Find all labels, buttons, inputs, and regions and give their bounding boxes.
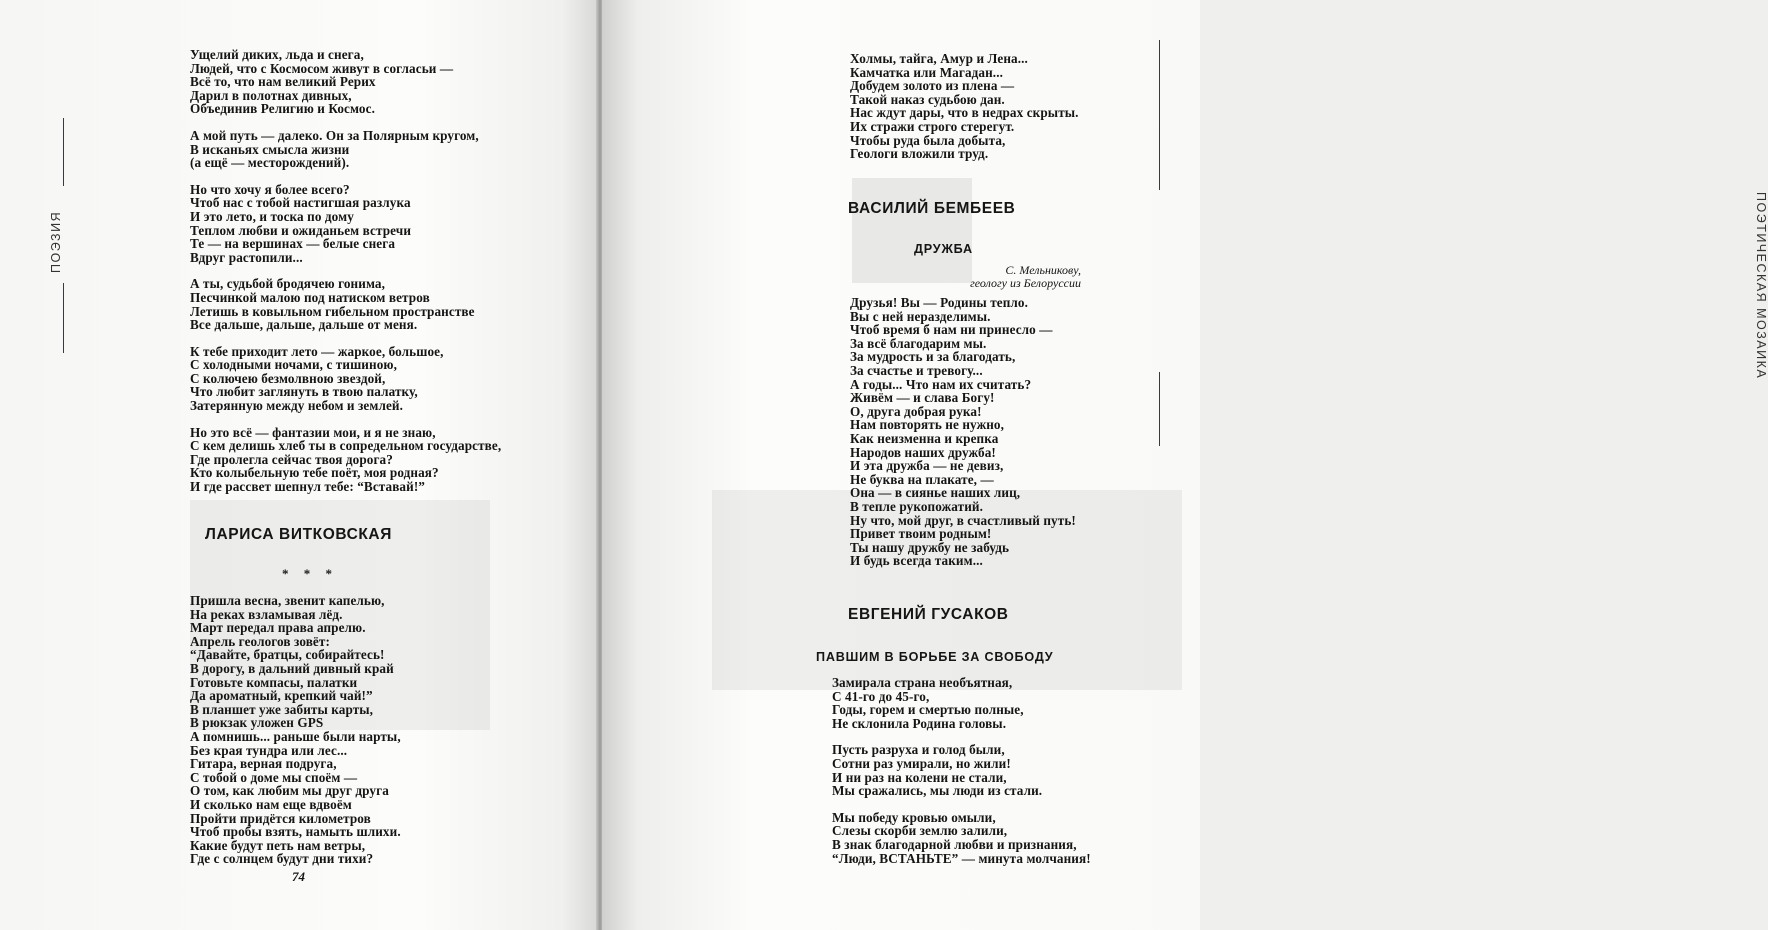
poem-line: Ущелий диких, льда и снега, (190, 47, 364, 62)
stanza (190, 129, 501, 170)
poem-line: Чтоб время б нам ни принесло — (850, 322, 1053, 338)
poem-line: И эта дружба — не девиз, (850, 458, 1004, 474)
poem-line: С колючею безмолвною звездой, (190, 370, 386, 386)
poem-line: Годы, горем и смертью полные, (832, 702, 1024, 718)
poem-line: Пройти придётся километров (190, 810, 371, 826)
poem-line: С тобой о доме мы споём — (190, 769, 358, 785)
poem-line: Такой наказ судьбою дан. (850, 91, 1005, 107)
poem-line: В знак благодарной любви и признания, (832, 836, 1077, 852)
right-page (602, 0, 1768, 930)
poem-line: Сотни раз умирали, но жили! (832, 755, 1011, 771)
stanza (190, 183, 501, 265)
poem-line: За счастье и тревогу... (850, 362, 983, 378)
poem-line: А мой путь — далеко. Он за Полярным кругом, (190, 127, 479, 143)
poem-line: Чтоб нас с тобой настигшая разлука (190, 195, 411, 211)
poem-line: И сколько нам еще вдвоём (190, 796, 352, 812)
poem-line: Привет твоим родным! (850, 526, 992, 542)
poem-line: Холмы, тайга, Амур и Лена... (850, 51, 1028, 66)
poem-line: Да ароматный, крепкий чай!” (190, 688, 373, 704)
poem-line: Где пролегла сейчас твоя дорога? (190, 451, 393, 467)
poem-line: Не буква на плакате, — (850, 471, 994, 487)
untitled-poem-stars: * * * (282, 566, 338, 581)
dedication-line: С. Мельникову, (1005, 263, 1081, 277)
side-rule-top (1159, 40, 1160, 190)
poem-line: Кто колыбельную тебе поёт, моя родная? (190, 465, 439, 481)
poem-line: Дарил в полотнах дивных, (190, 87, 352, 103)
poem-line: Замирала страна необъятная, (832, 675, 1013, 690)
poem-line: К тебе приходит лето — жаркое, большое, (190, 343, 444, 359)
poem-line: Слезы скорби землю залили, (832, 823, 1008, 839)
poem-line: Вдруг растопили... (190, 249, 303, 265)
poem-line: Чтоб пробы взять, намыть шлихи. (190, 824, 401, 840)
poem-line: Не склонила Родина головы. (832, 715, 1007, 731)
poem-line: С 41-го до 45-го, (832, 688, 930, 704)
poem-line: Их стражи строго стерегут. (850, 118, 1015, 134)
poem-line: С кем делишь хлеб ты в сопредельном государстве, (190, 438, 502, 454)
poem-line: И будь всегда таким... (850, 553, 983, 569)
poem-line: Как неизменна и крепка (850, 430, 999, 446)
poem-line: Те — на вершинах — белые снега (190, 236, 396, 252)
side-rule-bottom (1159, 372, 1160, 446)
poem-line: Пришла весна, звенит капелью, (190, 593, 385, 608)
stanza (190, 426, 501, 494)
stanza (190, 277, 501, 331)
poem-line: А помнишь... раньше были нарты, (190, 728, 401, 744)
poem-line: За мудрость и за благодать, (850, 349, 1016, 365)
poem-line: Друзья! Вы — Родины тепло. (850, 295, 1029, 310)
author-name: ЕВГЕНИЙ ГУСАКОВ (848, 606, 1009, 623)
stanza (190, 345, 501, 413)
section-label-poetry: ПОЭЗИЯ (49, 210, 63, 273)
poem-line: Она — в сиянье наших лиц, (850, 485, 1021, 501)
poem-line: А годы... Что нам их считать? (850, 376, 1032, 392)
poem-line: Мы сражались, мы люди из стали. (832, 783, 1043, 799)
stanza (832, 811, 1091, 865)
poem-line: Людей, что с Космосом живут в согласьи — (190, 60, 454, 76)
poem-line: И где рассвет шепнул тебе: “Вставай!” (190, 479, 426, 495)
poem-title: ПАВШИМ В БОРЬБЕ ЗА СВОБОДУ (816, 650, 1054, 664)
poem-title: ДРУЖБА (914, 242, 973, 256)
poem-line: О, друга добрая рука! (850, 403, 982, 419)
poem-continuation (190, 48, 501, 507)
poem-line: Пусть разруха и голод были, (832, 742, 1005, 758)
poem-line: Камчатка или Магадан... (850, 64, 1003, 80)
poem-line: “Люди, ВСТАНЬТЕ” — минута молчания! (832, 850, 1091, 866)
stanza (832, 676, 1091, 730)
poem-line: Вы с ней неразделимы. (850, 308, 991, 324)
poem-dedication (970, 264, 1081, 290)
stanza (190, 48, 501, 116)
poem-line: Но что хочу я более всего? (190, 181, 350, 197)
poem-line: Но это всё — фантазии мои, и я не знаю, (190, 424, 436, 440)
poem-line: Народов наших дружба! (850, 444, 996, 460)
poem-friendship (850, 296, 1076, 568)
page-number: 74 (292, 869, 305, 884)
poem-line: Все дальше, дальше, дальше от меня. (190, 317, 418, 333)
poem-line: Готовьте компасы, палатки (190, 674, 358, 690)
dedication-line: геологу из Белоруссии (970, 276, 1081, 290)
poem-line: За всё благодарим мы. (850, 335, 987, 351)
poem-line: Что любит заглянуть в твою палатку, (190, 384, 418, 400)
poem-line: Где с солнцем будут дни тихи? (190, 851, 374, 867)
poem-line: Объединив Религию и Космос. (190, 101, 375, 117)
poem-spring (190, 594, 401, 866)
poem-line: Апрель геологов зовёт: (190, 633, 330, 649)
poem-line: Гитара, верная подруга, (190, 756, 337, 772)
poem-line: “Давайте, братцы, собирайтесь! (190, 647, 385, 663)
poem-line: Песчинкой малою под натиском ветров (190, 289, 430, 305)
poem-line: В рюкзак уложен GPS (190, 715, 324, 731)
poem-fallen (832, 676, 1091, 878)
left-page (0, 0, 598, 930)
poem-line: И ни раз на колени не стали, (832, 769, 1007, 785)
poem-line: Какие будут петь нам ветры, (190, 837, 366, 853)
author-name: ВАСИЛИЙ БЕМБЕЕВ (848, 200, 1016, 217)
poem-line: Летишь в ковыльном гибельном пространстве (190, 303, 475, 319)
poem-line: В исканьях смысла жизни (190, 141, 350, 157)
poem-line: Ну что, мой друг, в счастливый путь! (850, 512, 1076, 528)
side-rule-bottom (63, 283, 64, 353)
poem-line: В тепле рукопожатий. (850, 498, 983, 514)
poem-continuation (850, 52, 1079, 161)
poem-line: О том, как любим мы друг друга (190, 783, 389, 799)
poem-line: С холодными ночами, с тишиною, (190, 357, 397, 373)
poem-line: В планшет уже забиты карты, (190, 701, 374, 717)
poem-line: Добудем золото из плена — (850, 78, 1015, 94)
side-rule-top (63, 118, 64, 186)
stanza (832, 743, 1091, 797)
poem-line: Затерянную между небом и землей. (190, 398, 404, 414)
poem-line: Без края тундра или лес... (190, 742, 348, 758)
poem-line: (а ещё — месторождений). (190, 155, 350, 171)
poem-line: Нас ждут дары, что в недрах скрыты. (850, 105, 1079, 121)
poem-line: И это лето, и тоска по дому (190, 208, 354, 224)
poem-line: На реках взламывая лёд. (190, 606, 343, 622)
poem-line: Живём — и слава Богу! (850, 390, 995, 406)
poem-line: Чтобы руда была добыта, (850, 132, 1006, 148)
poem-line: Март передал права апрелю. (190, 620, 366, 636)
poem-line: Всё то, что нам великий Рерих (190, 74, 376, 90)
author-name: ЛАРИСА ВИТКОВСКАЯ (205, 526, 392, 543)
section-label-poetic-mosaic: ПОЭТИЧЕСКАЯ МОЗАИКА (1754, 192, 1768, 380)
photo-show-through (852, 178, 972, 283)
poem-line: Нам повторять не нужно, (850, 417, 1005, 433)
poem-line: В дорогу, в дальний дивный край (190, 660, 394, 676)
poem-line: А ты, судьбой бродячею гонима, (190, 276, 386, 292)
poem-line: Мы победу кровью омыли, (832, 809, 996, 825)
poem-line: Ты нашу дружбу не забудь (850, 539, 1010, 555)
poem-line: Теплом любви и ожиданьем встречи (190, 222, 412, 238)
poem-line: Геологи вложили труд. (850, 146, 989, 162)
